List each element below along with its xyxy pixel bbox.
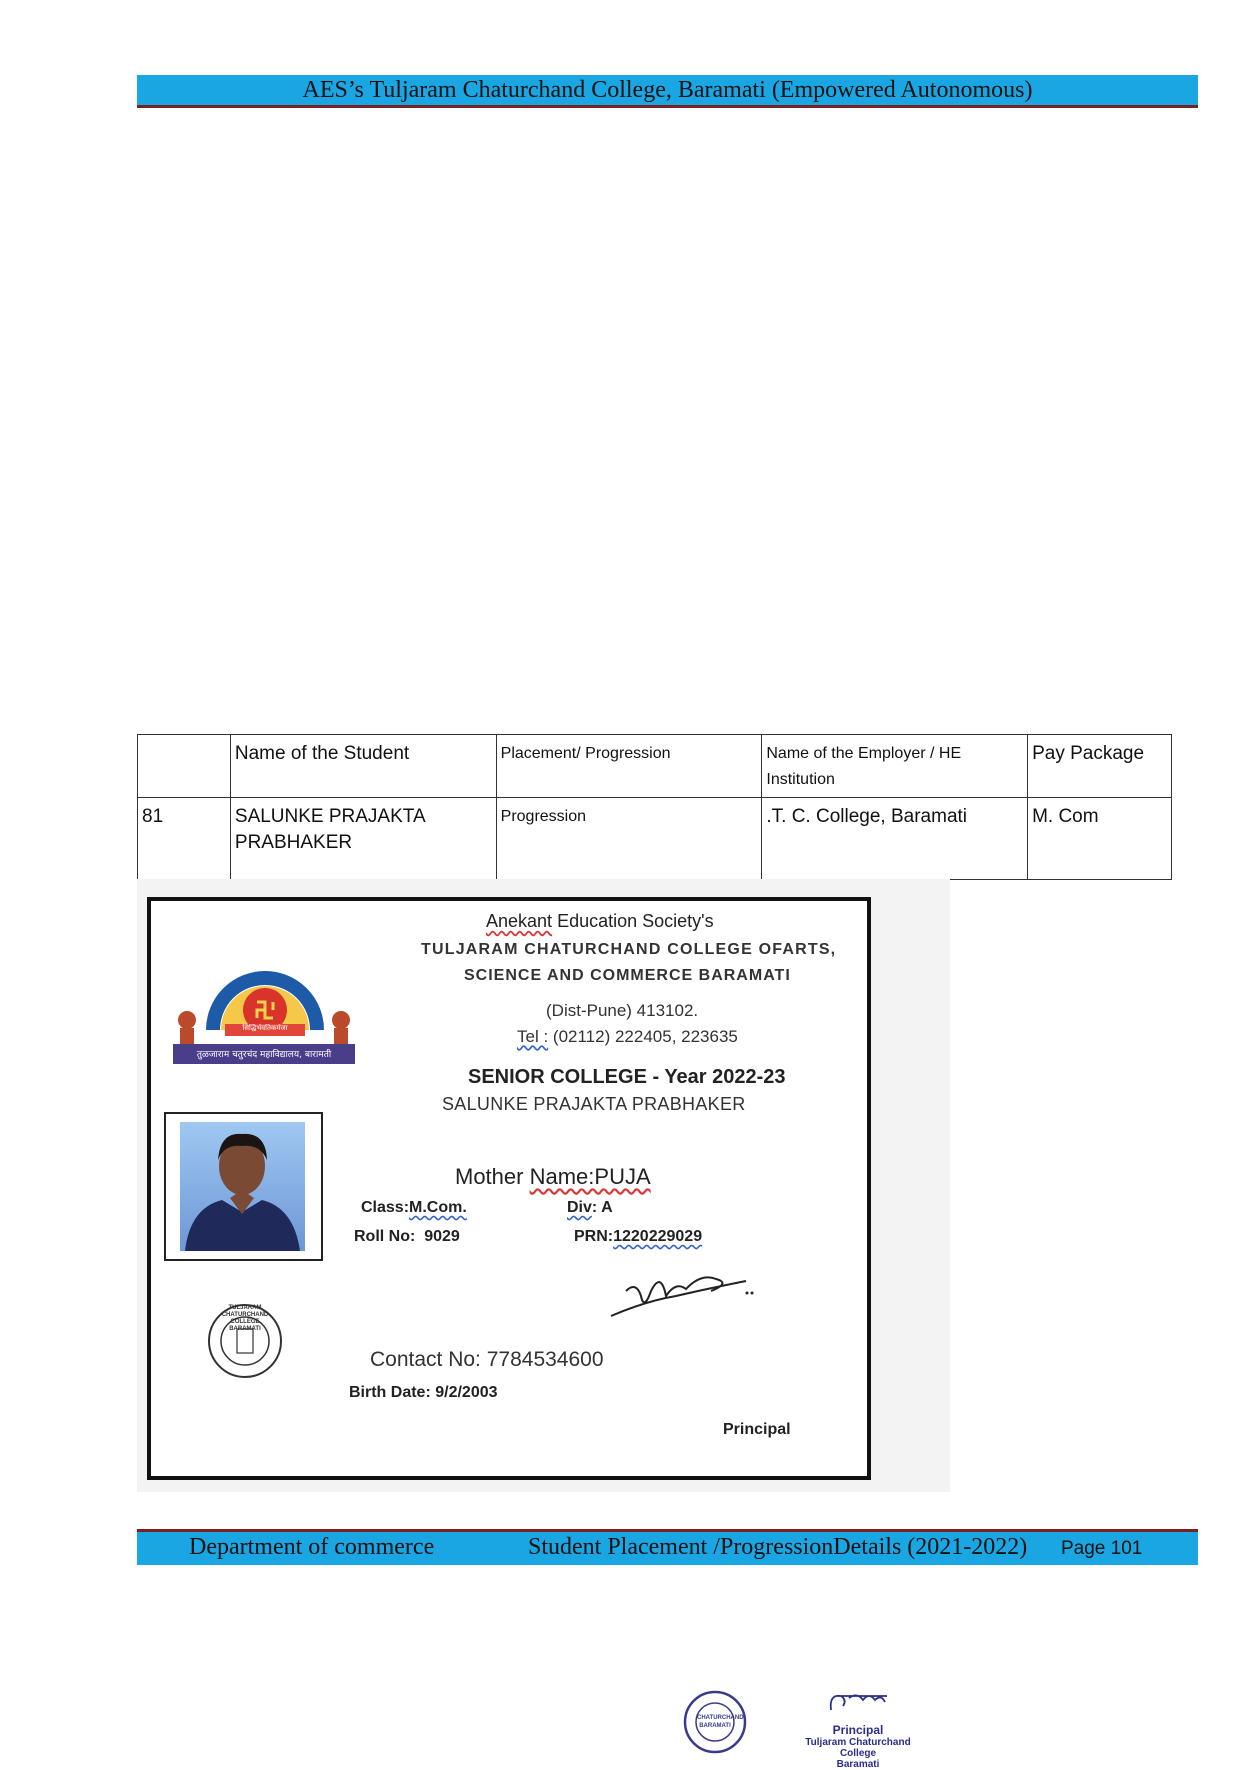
principal-signature-mark <box>823 1688 893 1718</box>
principal-label: Principal <box>723 1421 791 1438</box>
table-header-cell <box>138 735 231 798</box>
college-district: (Dist-Pune) 413102. <box>546 1001 699 1020</box>
student-photo-frame <box>164 1112 323 1261</box>
table-header-cell: Name of the Employer / HE Institution <box>762 735 1028 798</box>
header-title: AES’s Tuljaram Chaturchand College, Baramati (Empowered Autonomous) <box>302 77 1033 103</box>
principal-signature-block <box>788 1688 928 1770</box>
division-field: Div: A <box>567 1199 613 1216</box>
placement-table <box>137 734 1172 880</box>
table-header-cell: Name of the Student <box>230 735 496 798</box>
college-name-line1: TULJARAM CHATURCHAND COLLEGE OFARTS, <box>421 941 837 958</box>
table-cell: Progression <box>496 798 762 880</box>
logo-motto: सिद्धिर्भवतिकर्मजा <box>242 1024 288 1032</box>
table-cell: M. Com <box>1028 798 1172 880</box>
roll-number: Roll No: 9029 <box>354 1228 460 1245</box>
student-name: SALUNKE PRAJAKTA PRABHAKER <box>442 1094 746 1114</box>
student-photo <box>180 1122 305 1251</box>
footer-seal-text: CHATURCHAND BARAMATI <box>697 1715 744 1729</box>
principal-signature <box>606 1261 756 1331</box>
college-name-line2: SCIENCE AND COMMERCE BARAMATI <box>464 967 791 984</box>
footer-seal <box>683 1690 747 1754</box>
principal-college: Tuljaram Chaturchand College <box>805 1737 911 1759</box>
senior-college-year: SENIOR COLLEGE - Year 2022-23 <box>468 1066 786 1088</box>
footer-department: Department of commerce <box>189 1534 435 1560</box>
society-name: Anekant Education Society's <box>486 911 714 931</box>
mother-name: Mother Name:PUJA <box>455 1164 651 1189</box>
page-footer <box>137 1529 1198 1565</box>
logo-banner-text: तुळजाराम चतुरचंद महाविद्यालय, बारामती <box>196 1050 332 1060</box>
table-header-row <box>138 735 1172 798</box>
principal-city: Baramati <box>836 1759 880 1770</box>
page-number: Page 101 <box>1061 1538 1143 1559</box>
table-cell: .T. C. College, Baramati <box>762 798 1028 880</box>
table-header-cell: Placement/ Progression <box>496 735 762 798</box>
college-seal <box>205 1301 285 1381</box>
birth-date: Birth Date: 9/2/2003 <box>349 1384 498 1401</box>
page-header <box>137 75 1198 108</box>
table-row <box>138 798 1172 880</box>
table-cell: 81 <box>138 798 231 880</box>
table-header-cell: Pay Package <box>1028 735 1172 798</box>
table-cell: SALUNKE PRAJAKTA PRABHAKER <box>230 798 496 880</box>
contact-number: Contact No: 7784534600 <box>370 1348 604 1371</box>
college-logo <box>173 960 355 1065</box>
principal-title: Principal <box>832 1723 884 1737</box>
seal-text: TULJARAM CHATURCHAND COLLEGE BARAMATI <box>221 1305 269 1332</box>
id-card <box>147 897 871 1480</box>
class-field: Class:M.Com. <box>361 1199 467 1216</box>
college-telephone: Tel : (02112) 222405, 223635 <box>517 1027 738 1046</box>
prn-number: PRN:1220229029 <box>574 1228 703 1245</box>
footer-title: Student Placement /ProgressionDetails (2021-2022) <box>528 1534 1028 1560</box>
